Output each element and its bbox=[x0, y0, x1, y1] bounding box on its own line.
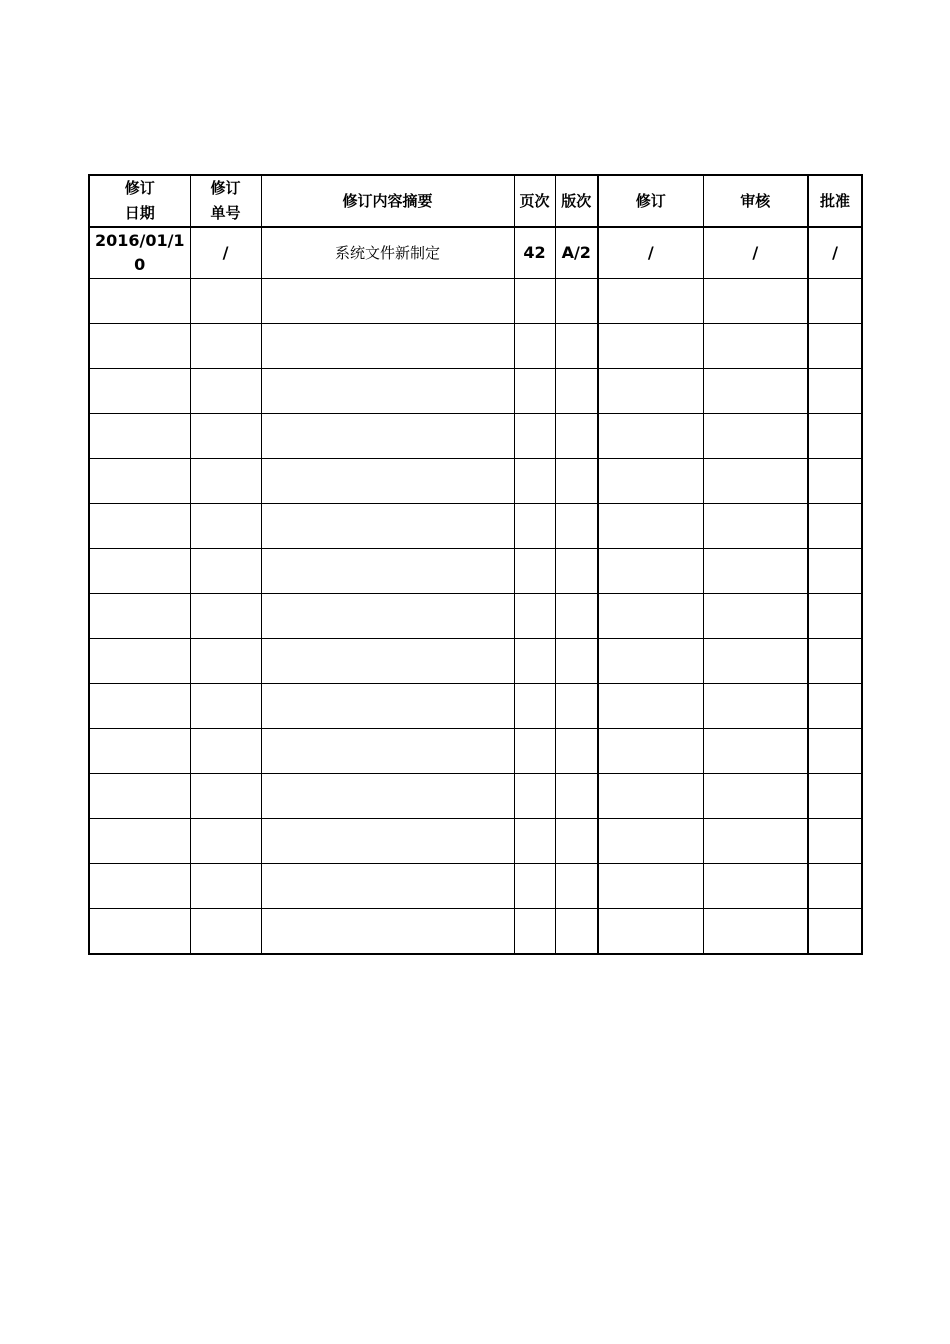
cell-revision-order-no-empty bbox=[190, 594, 261, 639]
cell-revised-by-empty bbox=[598, 369, 703, 414]
table-row bbox=[89, 729, 862, 774]
cell-version-empty bbox=[555, 369, 598, 414]
cell-approved-by-empty bbox=[808, 594, 862, 639]
cell-revised-by-empty bbox=[598, 819, 703, 864]
cell-reviewed-by-empty bbox=[703, 279, 808, 324]
cell-revised-by-empty bbox=[598, 549, 703, 594]
cell-revised-by-empty bbox=[598, 864, 703, 909]
cell-page-empty bbox=[514, 459, 555, 504]
cell-revision-order-no-empty bbox=[190, 504, 261, 549]
cell-version-empty bbox=[555, 279, 598, 324]
cell-revision-date-empty bbox=[89, 549, 190, 594]
cell-page-empty bbox=[514, 369, 555, 414]
cell-version-empty bbox=[555, 819, 598, 864]
cell-page-empty bbox=[514, 774, 555, 819]
cell-reviewed-by-empty bbox=[703, 324, 808, 369]
table-row bbox=[89, 369, 862, 414]
cell-revision-summary-empty bbox=[261, 819, 514, 864]
cell-revision-order-no-empty bbox=[190, 909, 261, 955]
cell-version-empty bbox=[555, 504, 598, 549]
cell-revision-order-no-empty bbox=[190, 684, 261, 729]
cell-revised-by-empty bbox=[598, 774, 703, 819]
cell-revision-date-empty bbox=[89, 729, 190, 774]
cell-approved-by-empty bbox=[808, 369, 862, 414]
cell-page-empty bbox=[514, 414, 555, 459]
cell-revision-date-empty bbox=[89, 459, 190, 504]
cell-revision-summary-empty bbox=[261, 504, 514, 549]
cell-revision-date-empty bbox=[89, 279, 190, 324]
cell-revised-by-empty bbox=[598, 639, 703, 684]
cell-revision-order-no-empty bbox=[190, 774, 261, 819]
cell-reviewed-by-empty bbox=[703, 819, 808, 864]
table-row bbox=[89, 774, 862, 819]
table-row bbox=[89, 279, 862, 324]
cell-revised-by: / bbox=[598, 227, 703, 279]
header-revision-order-no: 修订 单号 bbox=[190, 175, 261, 227]
cell-revision-summary-empty bbox=[261, 324, 514, 369]
cell-version-empty bbox=[555, 729, 598, 774]
header-approved-by: 批准 bbox=[808, 175, 862, 227]
cell-revised-by-empty bbox=[598, 504, 703, 549]
cell-reviewed-by-empty bbox=[703, 594, 808, 639]
table-row bbox=[89, 504, 862, 549]
cell-revision-order-no-empty bbox=[190, 639, 261, 684]
cell-revised-by-empty bbox=[598, 414, 703, 459]
cell-revision-summary-empty bbox=[261, 369, 514, 414]
table-row bbox=[89, 864, 862, 909]
cell-approved-by: / bbox=[808, 227, 862, 279]
cell-page-empty bbox=[514, 549, 555, 594]
cell-version-empty bbox=[555, 639, 598, 684]
cell-revision-date-empty bbox=[89, 639, 190, 684]
cell-version-empty bbox=[555, 864, 598, 909]
cell-revision-summary-empty bbox=[261, 639, 514, 684]
header-revision-date: 修订 日期 bbox=[89, 175, 190, 227]
cell-page-empty bbox=[514, 324, 555, 369]
cell-page-empty bbox=[514, 819, 555, 864]
cell-approved-by-empty bbox=[808, 729, 862, 774]
cell-approved-by-empty bbox=[808, 774, 862, 819]
table-row bbox=[89, 684, 862, 729]
cell-revision-date-empty bbox=[89, 909, 190, 955]
cell-revision-order-no: / bbox=[190, 227, 261, 279]
cell-revision-date-empty bbox=[89, 864, 190, 909]
table-row bbox=[89, 594, 862, 639]
table-row bbox=[89, 639, 862, 684]
cell-revision-summary-empty bbox=[261, 594, 514, 639]
cell-revised-by-empty bbox=[598, 684, 703, 729]
cell-revision-summary-empty bbox=[261, 684, 514, 729]
cell-revision-date-empty bbox=[89, 414, 190, 459]
cell-page-empty bbox=[514, 504, 555, 549]
cell-version-empty bbox=[555, 684, 598, 729]
header-reviewed-by: 审核 bbox=[703, 175, 808, 227]
cell-revision-date-empty bbox=[89, 819, 190, 864]
cell-reviewed-by: / bbox=[703, 227, 808, 279]
cell-revision-date-empty bbox=[89, 684, 190, 729]
cell-page-empty bbox=[514, 279, 555, 324]
cell-approved-by-empty bbox=[808, 684, 862, 729]
cell-reviewed-by-empty bbox=[703, 549, 808, 594]
header-page: 页次 bbox=[514, 175, 555, 227]
revision-record-sheet bbox=[88, 174, 861, 959]
cell-reviewed-by-empty bbox=[703, 414, 808, 459]
cell-revised-by-empty bbox=[598, 324, 703, 369]
cell-reviewed-by-empty bbox=[703, 909, 808, 955]
cell-reviewed-by-empty bbox=[703, 774, 808, 819]
cell-revision-order-no-empty bbox=[190, 414, 261, 459]
cell-version-empty bbox=[555, 459, 598, 504]
cell-approved-by-empty bbox=[808, 864, 862, 909]
cell-revision-order-no-empty bbox=[190, 459, 261, 504]
table-row bbox=[89, 227, 862, 279]
table-row bbox=[89, 909, 862, 955]
cell-revision-order-no-empty bbox=[190, 864, 261, 909]
cell-reviewed-by-empty bbox=[703, 729, 808, 774]
cell-approved-by-empty bbox=[808, 909, 862, 955]
cell-revision-summary-empty bbox=[261, 774, 514, 819]
cell-page: 42 bbox=[514, 227, 555, 279]
cell-version-empty bbox=[555, 324, 598, 369]
cell-revision-date-empty bbox=[89, 369, 190, 414]
cell-version-empty bbox=[555, 909, 598, 955]
table-row bbox=[89, 819, 862, 864]
header-revision-summary: 修订内容摘要 bbox=[261, 175, 514, 227]
cell-approved-by-empty bbox=[808, 639, 862, 684]
cell-approved-by-empty bbox=[808, 549, 862, 594]
cell-approved-by-empty bbox=[808, 459, 862, 504]
cell-reviewed-by-empty bbox=[703, 369, 808, 414]
cell-approved-by-empty bbox=[808, 324, 862, 369]
header-row bbox=[89, 175, 862, 227]
cell-page-empty bbox=[514, 594, 555, 639]
cell-approved-by-empty bbox=[808, 504, 862, 549]
cell-reviewed-by-empty bbox=[703, 504, 808, 549]
cell-revised-by-empty bbox=[598, 279, 703, 324]
cell-version-empty bbox=[555, 549, 598, 594]
cell-version: A/2 bbox=[555, 227, 598, 279]
cell-revision-date: 2016/01/10 bbox=[89, 227, 190, 279]
header-revised-by: 修订 bbox=[598, 175, 703, 227]
cell-revised-by-empty bbox=[598, 729, 703, 774]
cell-revision-date-empty bbox=[89, 594, 190, 639]
table-row bbox=[89, 414, 862, 459]
cell-page-empty bbox=[514, 864, 555, 909]
cell-approved-by-empty bbox=[808, 279, 862, 324]
cell-revision-summary-empty bbox=[261, 459, 514, 504]
cell-reviewed-by-empty bbox=[703, 684, 808, 729]
cell-approved-by-empty bbox=[808, 819, 862, 864]
cell-page-empty bbox=[514, 909, 555, 955]
cell-reviewed-by-empty bbox=[703, 639, 808, 684]
cell-approved-by-empty bbox=[808, 414, 862, 459]
cell-revision-order-no-empty bbox=[190, 279, 261, 324]
header-version: 版次 bbox=[555, 175, 598, 227]
table-row bbox=[89, 324, 862, 369]
table-row bbox=[89, 459, 862, 504]
revision-table bbox=[88, 174, 863, 955]
cell-revision-date-empty bbox=[89, 504, 190, 549]
cell-revision-summary-empty bbox=[261, 864, 514, 909]
cell-revision-order-no-empty bbox=[190, 549, 261, 594]
cell-version-empty bbox=[555, 774, 598, 819]
cell-revised-by-empty bbox=[598, 459, 703, 504]
cell-revised-by-empty bbox=[598, 909, 703, 955]
cell-version-empty bbox=[555, 594, 598, 639]
cell-reviewed-by-empty bbox=[703, 864, 808, 909]
cell-revision-order-no-empty bbox=[190, 729, 261, 774]
cell-revision-summary-empty bbox=[261, 549, 514, 594]
cell-revision-summary-empty bbox=[261, 729, 514, 774]
cell-revision-summary: 系统文件新制定 bbox=[261, 227, 514, 279]
cell-revision-summary-empty bbox=[261, 279, 514, 324]
cell-revised-by-empty bbox=[598, 594, 703, 639]
cell-version-empty bbox=[555, 414, 598, 459]
cell-revision-date-empty bbox=[89, 774, 190, 819]
cell-revision-order-no-empty bbox=[190, 324, 261, 369]
cell-page-empty bbox=[514, 729, 555, 774]
cell-reviewed-by-empty bbox=[703, 459, 808, 504]
cell-revision-order-no-empty bbox=[190, 819, 261, 864]
cell-revision-summary-empty bbox=[261, 414, 514, 459]
cell-revision-order-no-empty bbox=[190, 369, 261, 414]
cell-revision-date-empty bbox=[89, 324, 190, 369]
table-row bbox=[89, 549, 862, 594]
cell-revision-summary-empty bbox=[261, 909, 514, 955]
cell-page-empty bbox=[514, 639, 555, 684]
cell-page-empty bbox=[514, 684, 555, 729]
